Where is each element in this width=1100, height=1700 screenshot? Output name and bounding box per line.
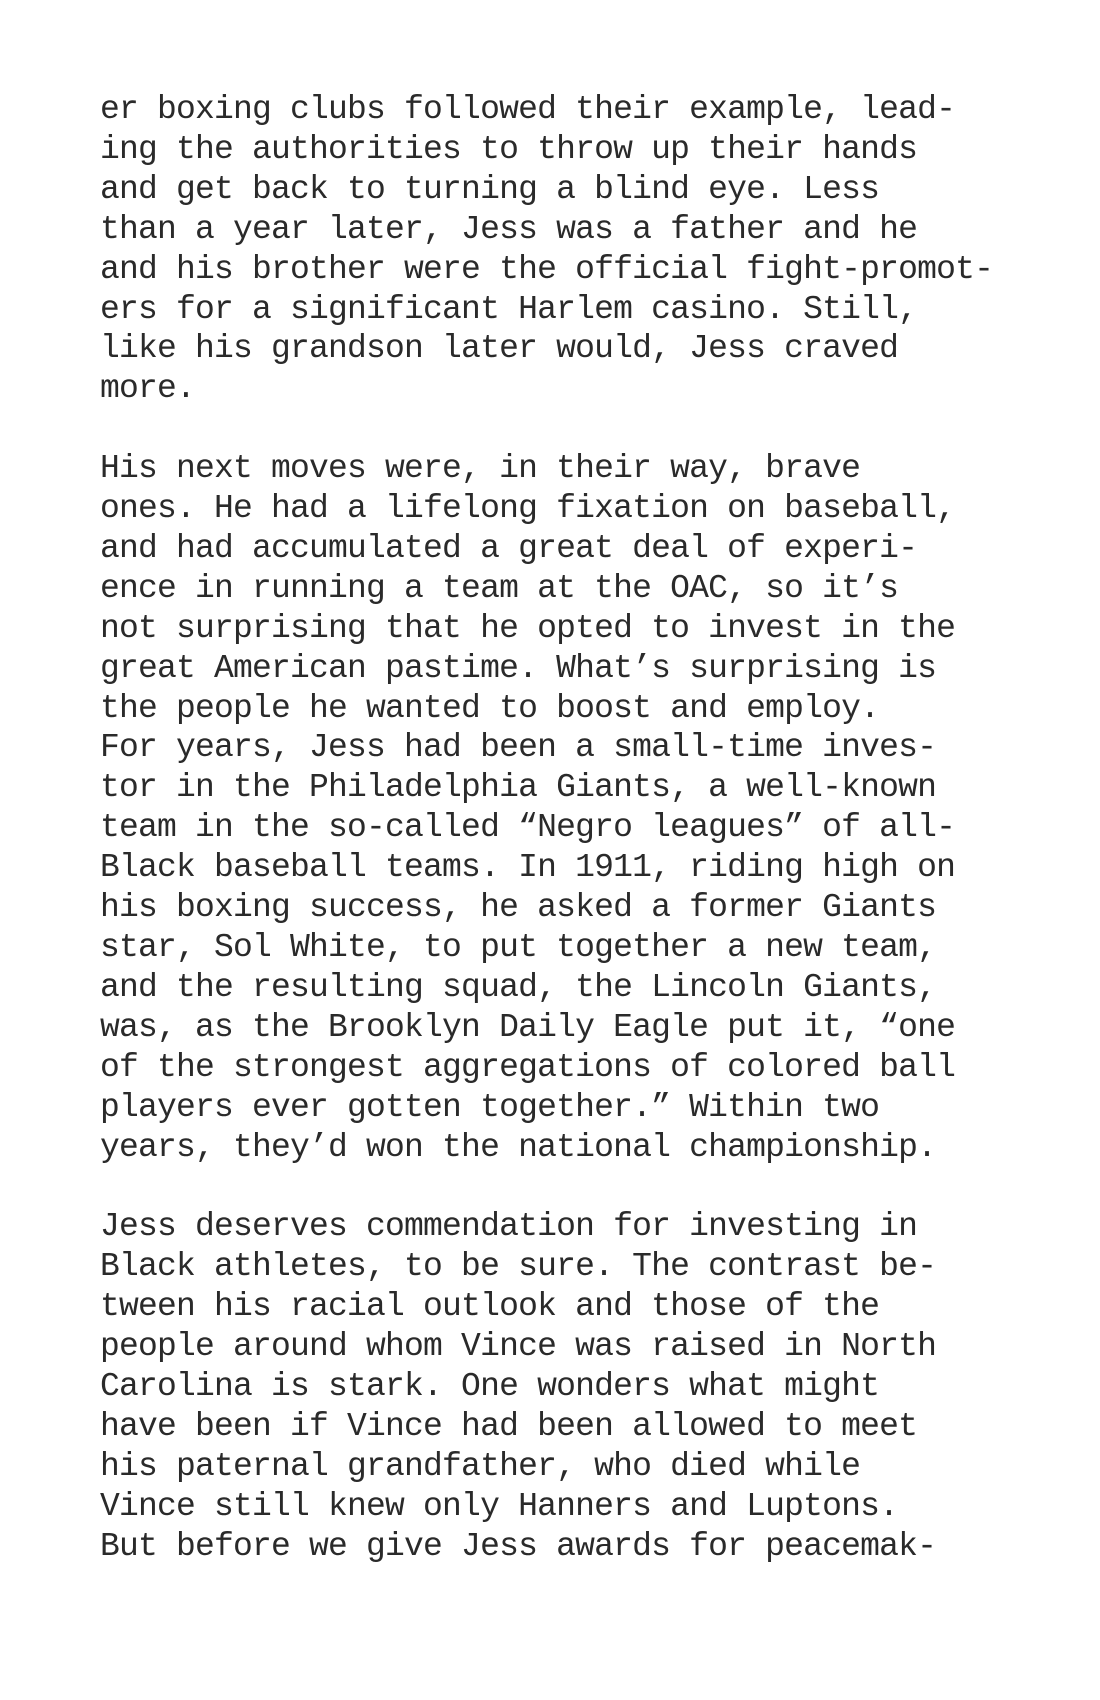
- text-line: star, Sol White, to put together a new team,: [100, 929, 937, 967]
- text-line: Black baseball teams. In 1911, riding high on: [100, 849, 956, 887]
- paragraph-1: [100, 90, 1030, 409]
- text-line: Black athletes, to be sure. The contrast be-: [100, 1248, 937, 1286]
- text-line: years, they’d won the national championship.: [100, 1128, 937, 1166]
- text-line: and get back to turning a blind eye. Less: [100, 170, 880, 208]
- text-line: ence in running a team at the OAC, so it’s: [100, 569, 899, 607]
- text-line: tween his racial outlook and those of the: [100, 1288, 880, 1326]
- text-line: the people he wanted to boost and employ.: [100, 689, 880, 727]
- text-line: tor in the Philadelphia Giants, a well-known: [100, 769, 937, 807]
- text-line: ing the authorities to throw up their hands: [100, 130, 918, 168]
- text-line: ers for a significant Harlem casino. Still,: [100, 290, 918, 328]
- text-line: players ever gotten together.” Within two: [100, 1088, 880, 1126]
- text-line: was, as the Brooklyn Daily Eagle put it, “one: [100, 1008, 956, 1046]
- text-line: Vince still knew only Hanners and Luptons.: [100, 1487, 899, 1525]
- text-line: For years, Jess had been a small-time inves-: [100, 729, 937, 767]
- text-line: not surprising that he opted to invest in the: [100, 609, 956, 647]
- text-line: than a year later, Jess was a father and he: [100, 210, 918, 248]
- text-line: and had accumulated a great deal of experi-: [100, 529, 918, 567]
- text-line: his boxing success, he asked a former Giants: [100, 889, 937, 927]
- text-line: ones. He had a lifelong fixation on baseball,: [100, 490, 956, 528]
- text-line: of the strongest aggregations of colored ball: [100, 1048, 956, 1086]
- text-line: Carolina is stark. One wonders what might: [100, 1367, 880, 1405]
- text-line: But before we give Jess awards for peacemak-: [100, 1527, 937, 1565]
- text-line: great American pastime. What’s surprising is: [100, 649, 937, 687]
- page-body: [100, 90, 1030, 1606]
- text-line: like his grandson later would, Jess craved: [100, 330, 899, 368]
- text-line: more.: [100, 370, 196, 408]
- text-line: his paternal grandfather, who died while: [100, 1447, 861, 1485]
- text-line: and his brother were the official fight-promot-: [100, 250, 994, 288]
- text-line: and the resulting squad, the Lincoln Giants,: [100, 968, 937, 1006]
- paragraph-3: [100, 1207, 1030, 1566]
- text-line: His next moves were, in their way, brave: [100, 450, 861, 488]
- text-line: er boxing clubs followed their example, lead-: [100, 91, 956, 128]
- text-line: have been if Vince had been allowed to meet: [100, 1407, 918, 1445]
- text-line: Jess deserves commendation for investing in: [100, 1208, 918, 1246]
- text-line: people around whom Vince was raised in North: [100, 1328, 937, 1366]
- paragraph-2: [100, 449, 1030, 1167]
- text-line: team in the so-called “Negro leagues” of all-: [100, 809, 956, 847]
